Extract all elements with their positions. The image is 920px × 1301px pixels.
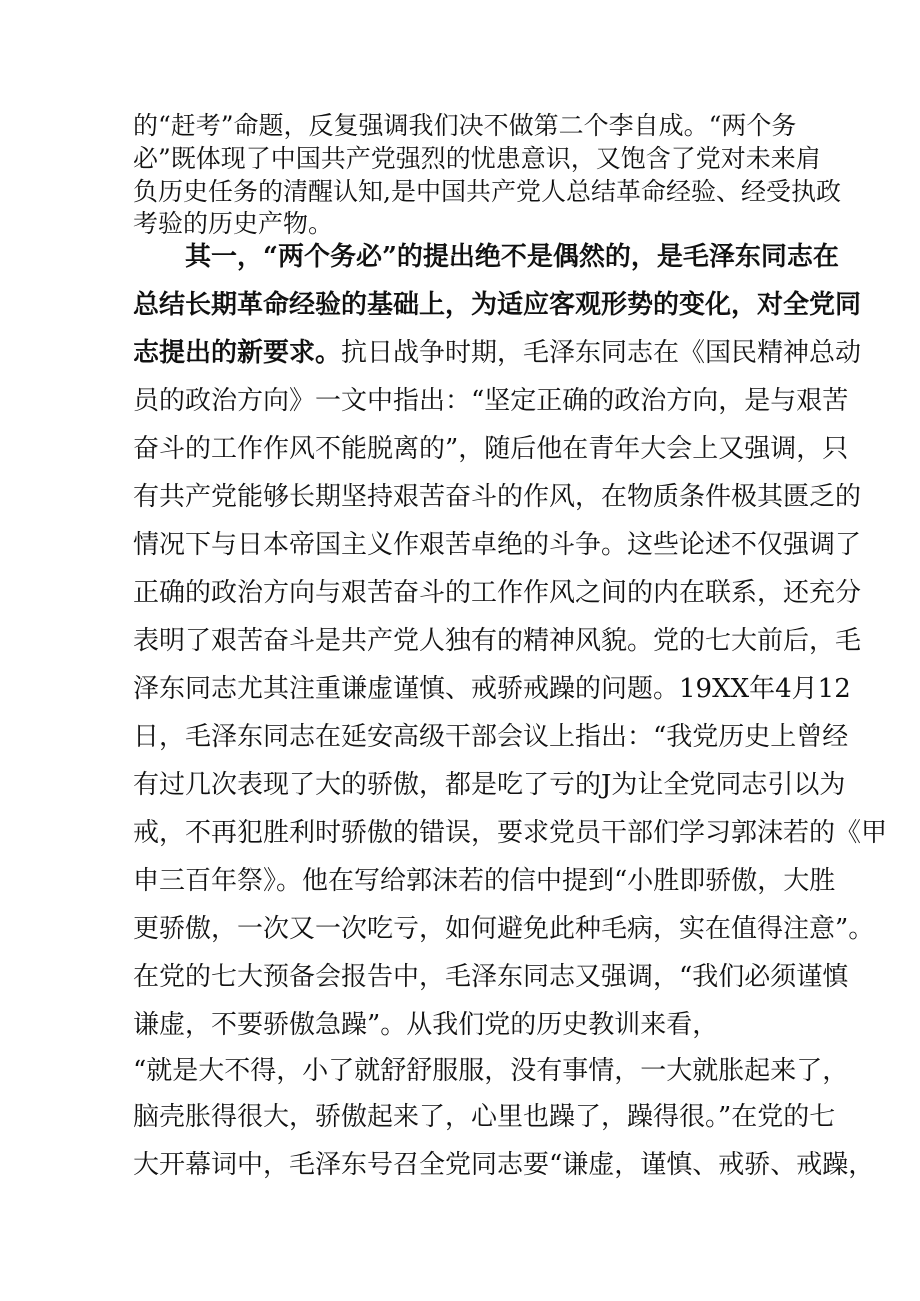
text-line: 有共产党能够长期坚持艰苦奋斗的作风，在物质条件极其匮乏的 xyxy=(133,482,862,512)
text-line: 的“赶考”命题，反复强调我们决不做第二个李自成。“两个务 xyxy=(133,111,797,140)
text-line: 员的政治方向》一文中指出：“坚定正确的政治方向，是与艰苦 xyxy=(133,386,849,416)
text-line: 情况下与日本帝国主义作艰苦卓绝的斗争。这些论述不仅强调了 xyxy=(133,530,862,560)
text-line: 戒，不再犯胜利时骄傲的错误，要求党员干部们学习郭沫若的《甲 xyxy=(133,818,888,848)
text-line: 在党的七大预备会报告中，毛泽东同志又强调，“我们必须谨慎 xyxy=(133,962,849,992)
text-line: 申三百年祭》。他在写给郭沫若的信中提到“小胜即骄傲，大胜 xyxy=(133,866,836,896)
bold-lead-line: 其一，“两个务必”的提出绝不是偶然的，是毛泽东同志在 xyxy=(185,242,839,272)
bold-lead-text: 志提出的新要求。 xyxy=(133,338,342,368)
text-line: 负历史任务的清醒认知,是中国共产党人总结革命经验、经受执政 xyxy=(133,177,841,206)
mixed-line xyxy=(133,340,861,366)
text-line: 正确的政治方向与艰苦奋斗的工作作风之间的内在联系，还充分 xyxy=(133,578,862,608)
text-line: 有过几次表现了大的骄傲，都是吃了亏的J为让全党同志引以为 xyxy=(133,770,846,800)
text-line: 谦虚，不要骄傲急躁”。从我们党的历史教训来看， xyxy=(133,1010,719,1040)
text-line: 脑壳胀得很大，骄傲起来了，心里也躁了，躁得很。”在党的七 xyxy=(133,1102,836,1132)
text-line: 奋斗的工作作风不能脱离的”，随后他在青年大会上又强调，只 xyxy=(133,434,849,464)
text-line: 必”既体现了中国共产党强烈的忧患意识，又饱含了党对未来肩 xyxy=(133,144,821,173)
text-line: 泽东同志尤其注重谦虚谨慎、戒骄戒躁的问题。19XX年4月12 xyxy=(133,674,851,704)
bold-lead-line: 总结长期革命经验的基础上，为适应客观形势的变化，对全党同 xyxy=(133,290,862,320)
text-line: “就是大不得，小了就舒舒服服，没有事情，一大就胀起来了， xyxy=(133,1056,849,1086)
text-line: 日，毛泽东同志在延安高级干部会议上指出：“我党历史上曾经 xyxy=(133,722,849,752)
text-line: 考验的历史产物。 xyxy=(133,209,334,238)
text-line: 大开幕词中，毛泽东号召全党同志要“谦虚，谨慎、戒骄、戒躁， xyxy=(133,1150,875,1180)
text-line: 更骄傲，一次又一次吃亏，如何避免此种毛病，实在值得注意”。 xyxy=(133,914,875,944)
text-line: 表明了艰苦奋斗是共产党人独有的精神风貌。党的七大前后，毛 xyxy=(133,626,862,656)
text-run: 抗日战争时期，毛泽东同志在《国民精神总动 xyxy=(341,338,862,368)
